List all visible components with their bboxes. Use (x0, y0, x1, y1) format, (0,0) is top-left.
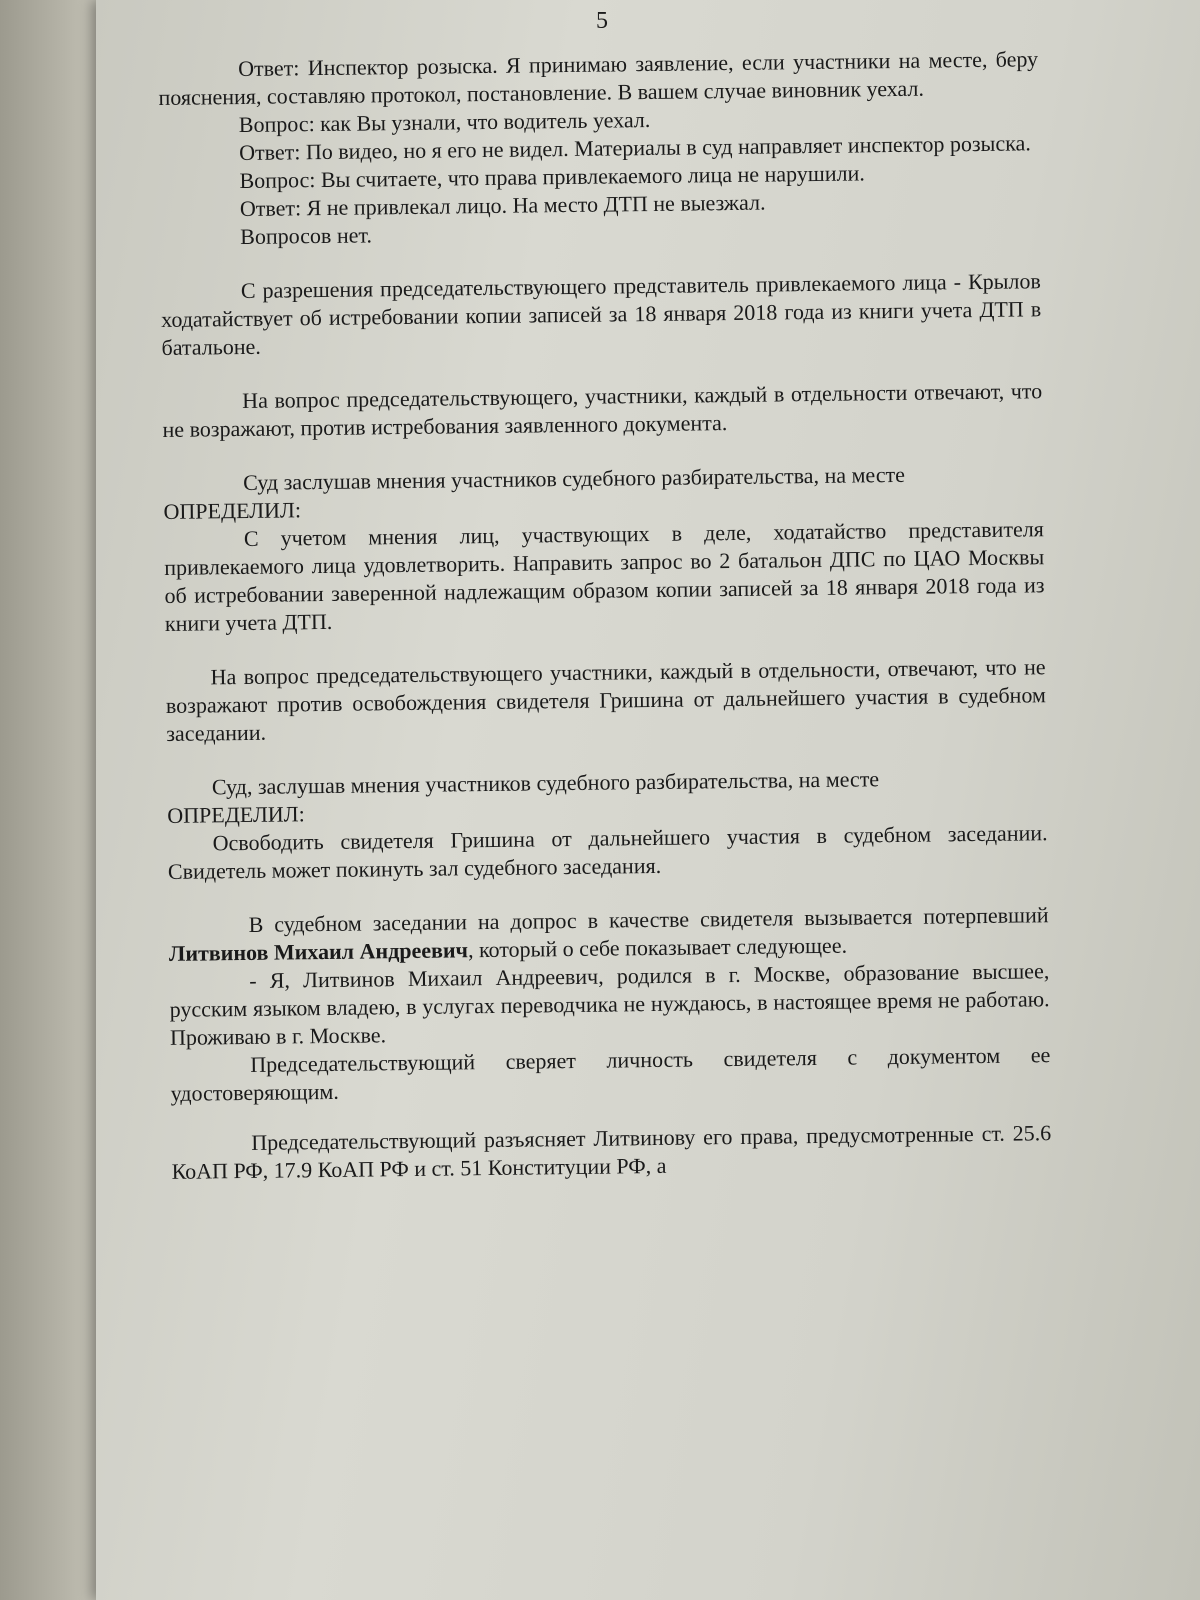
paragraph-question-2: Вопрос: как Вы узнали, что водитель уехал. (238, 106, 651, 138)
paragraph-ruling-2: Освободить свидетеля Гришина от дальнейшего участия в судебном заседании. Свидетель может покинуть зал судебного заседания. (167, 820, 1048, 884)
paragraph-no-questions: Вопросов нет. (240, 222, 373, 250)
paragraph-rights-explained: Председательствующий разъясняет Литвинову его права, предусмотренные ст. 25.6 КоАП РФ, 17.9 КоАП РФ и ст. 51 Конституции РФ, а (171, 1120, 1052, 1184)
paragraph-identity-check: Председательствующий сверяет личность свидетеля с документом ее удостоверяющим. (170, 1042, 1051, 1106)
paragraph-answer-2: Ответ: По видео, но я его не видел. Материалы в суд направляет инспектор розыска. (239, 130, 1031, 166)
document-page (96, 0, 1200, 1600)
paragraph-motion: С разрешения председательствующего представитель привлекаемого лица - Крылов ходатайствует об истребовании копии записей за 18 января 2018 года из книги учета ДТП в батальоне. (161, 268, 1042, 360)
paragraph-witness-statement: - Я, Литвинов Михаил Андреевич, родился в г. Москве, образование высшее, русским языком владею, в услугах переводчика не нуждаюсь, в настоящее время не работаю. Проживаю в г. Москве. (169, 958, 1050, 1050)
paragraph-court-heard-2: Суд, заслушав мнения участников судебного разбирательства, на месте (211, 766, 880, 800)
ruling-heading-2: ОПРЕДЕЛИЛ: (167, 801, 305, 828)
paragraph-participants-reply-2: На вопрос председательствующего участники, каждый в отдельности, отвечают, что не возражают против освобождения свидетеля Гришина от дальнейшего участия в судебном заседании. (165, 654, 1047, 746)
paragraph-ruling-1: С учетом мнения лиц, участвующих в деле, ходатайство представителя привлекаемого лица удовлетворить. Направить запрос во 2 батальон ДПС по ЦАО Москвы об истребовании заверенной надлежащим образом копии записей за 18 января 2018 года из книги учета ДТП. (164, 516, 1045, 636)
paragraph-answer-3: Ответ: Я не привлекал лицо. На место ДТП не выезжал. (239, 189, 766, 222)
page-number: 5 (596, 8, 608, 34)
paragraph-answer-1: Ответ: Инспектор розыска. Я принимаю заявление, если участники на месте, беру пояснения, составляю протокол, постановление. В вашем случае виновник уехал. (158, 46, 1039, 110)
previous-page-edge (0, 0, 110, 1600)
witness-name: Литвинов Михаил Андреевич (168, 937, 469, 966)
paragraph-participants-reply: На вопрос председательствующего, участники, каждый в отдельности отвечают, что не возражают, против истребования заявленного документа. (162, 378, 1043, 442)
document-body (158, 45, 1052, 1186)
ruling-heading: ОПРЕДЕЛИЛ: (163, 497, 302, 524)
witness-called-tail: , который о себе показывает следующее. (467, 932, 848, 963)
paragraph-question-3: Вопрос: Вы считаете, что права привлекаемого лица не нарушили. (239, 160, 865, 194)
witness-called-text: В судебном заседании на допрос в качестве свидетеля вызывается потерпевший (248, 902, 1049, 937)
paragraph-court-heard: Суд заслушав мнения участников судебного разбирательства, на месте (243, 461, 906, 495)
